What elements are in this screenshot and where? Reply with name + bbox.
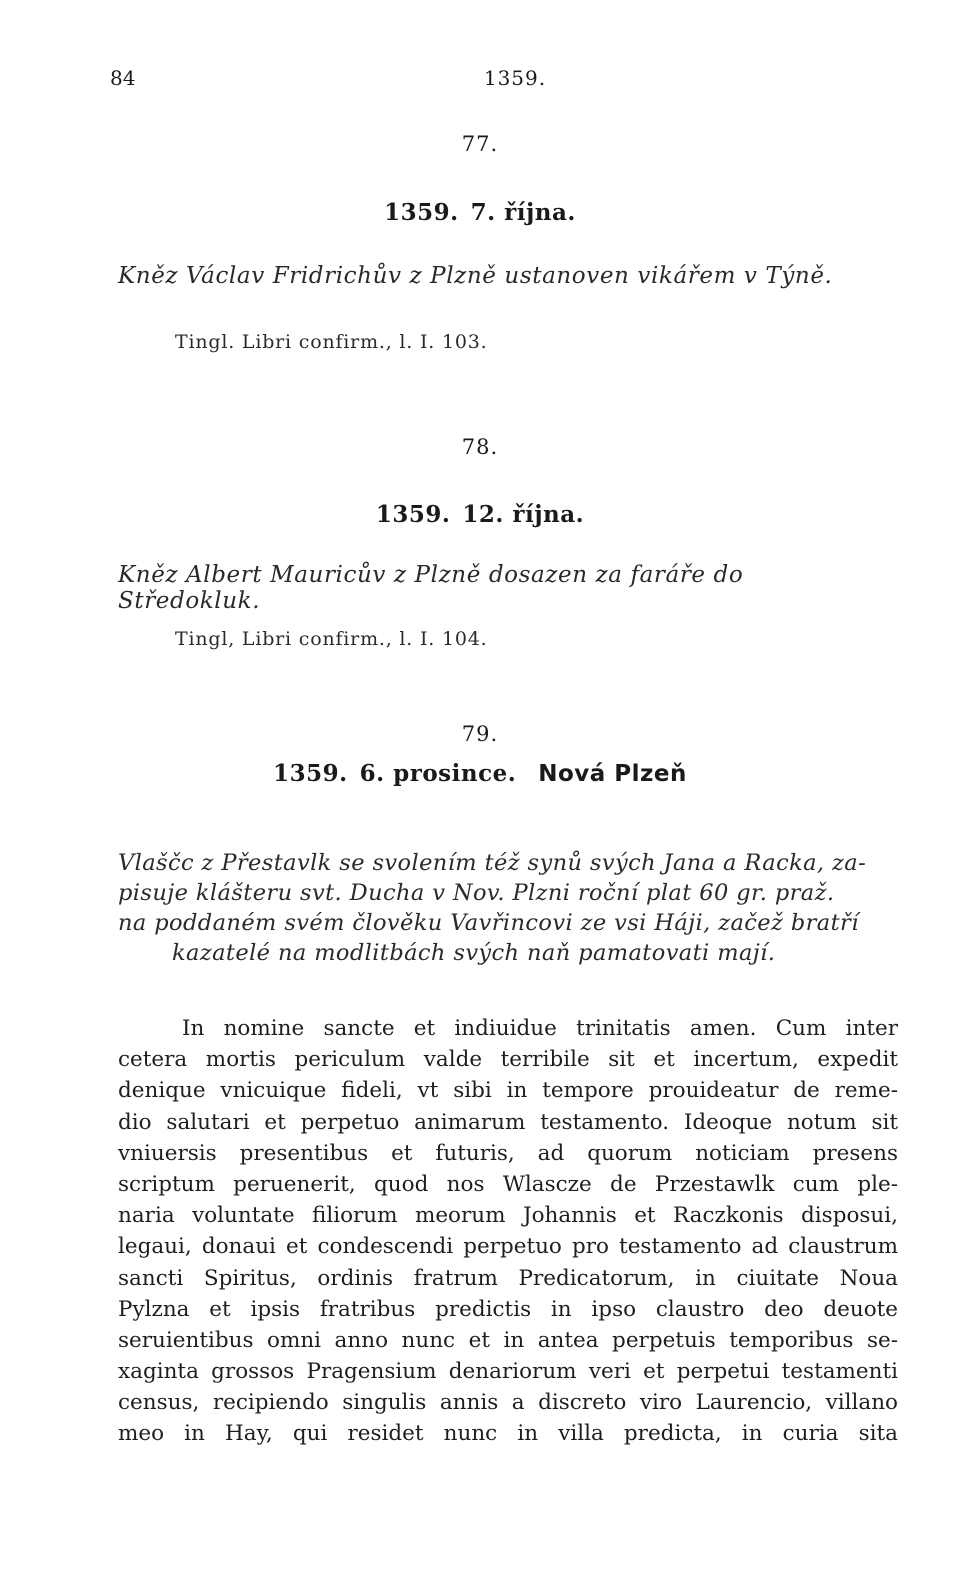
regest-line: kazatelé na modlitbách svých naň pamatovati mají.: [172, 940, 776, 966]
text-line: seruientibus omni anno nunc et in antea perpetuis temporibus se-: [118, 1327, 898, 1353]
entry-number-79: 79.: [461, 722, 499, 746]
entry-date-day: 7. října.: [470, 199, 576, 226]
latin-charter-text: [118, 1013, 898, 1450]
text-line: cetera mortis periculum valde terribile sit et incertum, expedit: [118, 1047, 898, 1073]
running-head-year: 1359.: [483, 66, 547, 90]
text-line: xaginta grossos Pragensium denariorum veri et perpetui testamenti: [118, 1359, 898, 1385]
text-line: sancti Spiritus, ordinis fratrum Predicatorum, in ciuitate Noua: [118, 1265, 898, 1291]
text-line: denique vnicuique fideli, vt sibi in tempore prouideatur de reme-: [118, 1078, 898, 1104]
entry-regest-78: Kněz Albert Mauricův z Plzně dosazen za faráře do Středokluk.: [118, 562, 744, 614]
text-line: legaui, donaui et condescendi perpetuo pro testamento ad claustrum: [118, 1234, 898, 1260]
text-line: meo in Hay, qui residet nunc in villa predicta, in curia sita: [118, 1421, 898, 1447]
entry-date-year: 1359.: [375, 501, 451, 528]
regest-line: Vlaščc z Přestavlk se svolením též synů svých Jana a Racka, za-: [118, 850, 867, 876]
entry-date-77: [0, 199, 960, 226]
entry-source-78: Tingl, Libri confirm., l. I. 104.: [175, 628, 488, 650]
text-line: In nomine sancte et indiuidue trinitatis amen. Cum inter: [182, 1016, 898, 1041]
regest-line: pisuje klášteru svt. Ducha v Nov. Plzni roční plat 60 gr. praž.: [118, 880, 835, 906]
entry-date-day: 12. října.: [462, 501, 585, 528]
entry-regest-79: [118, 848, 898, 968]
regest-line: na poddaném svém člověku Vavřincovi ze vsi Háji, začež bratří: [118, 910, 859, 936]
page-number: 84: [110, 66, 136, 90]
text-line: census, recipiendo singulis annis a discreto viro Laurencio, villano: [118, 1390, 898, 1416]
entry-number-77: 77.: [461, 132, 499, 156]
text-line: scriptum peruenerit, quod nos Wlascze de Przestawlk cum ple-: [118, 1171, 898, 1197]
entry-date-year: 1359.: [273, 760, 348, 787]
text-line: naria voluntate filiorum meorum Johannis et Raczkonis disposui,: [118, 1203, 898, 1229]
entry-number-78: 78.: [461, 435, 499, 459]
entry-date-78: [0, 501, 960, 528]
entry-regest-77: Kněz Václav Fridrichův z Plzně ustanoven vikářem v Týně.: [118, 263, 833, 289]
entry-date-day: 6. prosince.: [359, 760, 517, 787]
running-head: [110, 66, 860, 96]
text-line: Pylzna et ipsis fratribus predictis in ipso claustro deo deuote: [118, 1296, 898, 1322]
text-line: dio salutari et perpetuo animarum testamento. Ideoque notum sit: [118, 1109, 898, 1135]
entry-date-year: 1359.: [384, 199, 459, 226]
entry-place: Nová Plzeň: [538, 761, 687, 787]
entry-source-77: Tingl. Libri confirm., l. I. 103.: [175, 331, 488, 353]
entry-date-79: [0, 760, 960, 787]
text-line: vniuersis presentibus et futuris, ad quorum noticiam presens: [118, 1140, 898, 1166]
